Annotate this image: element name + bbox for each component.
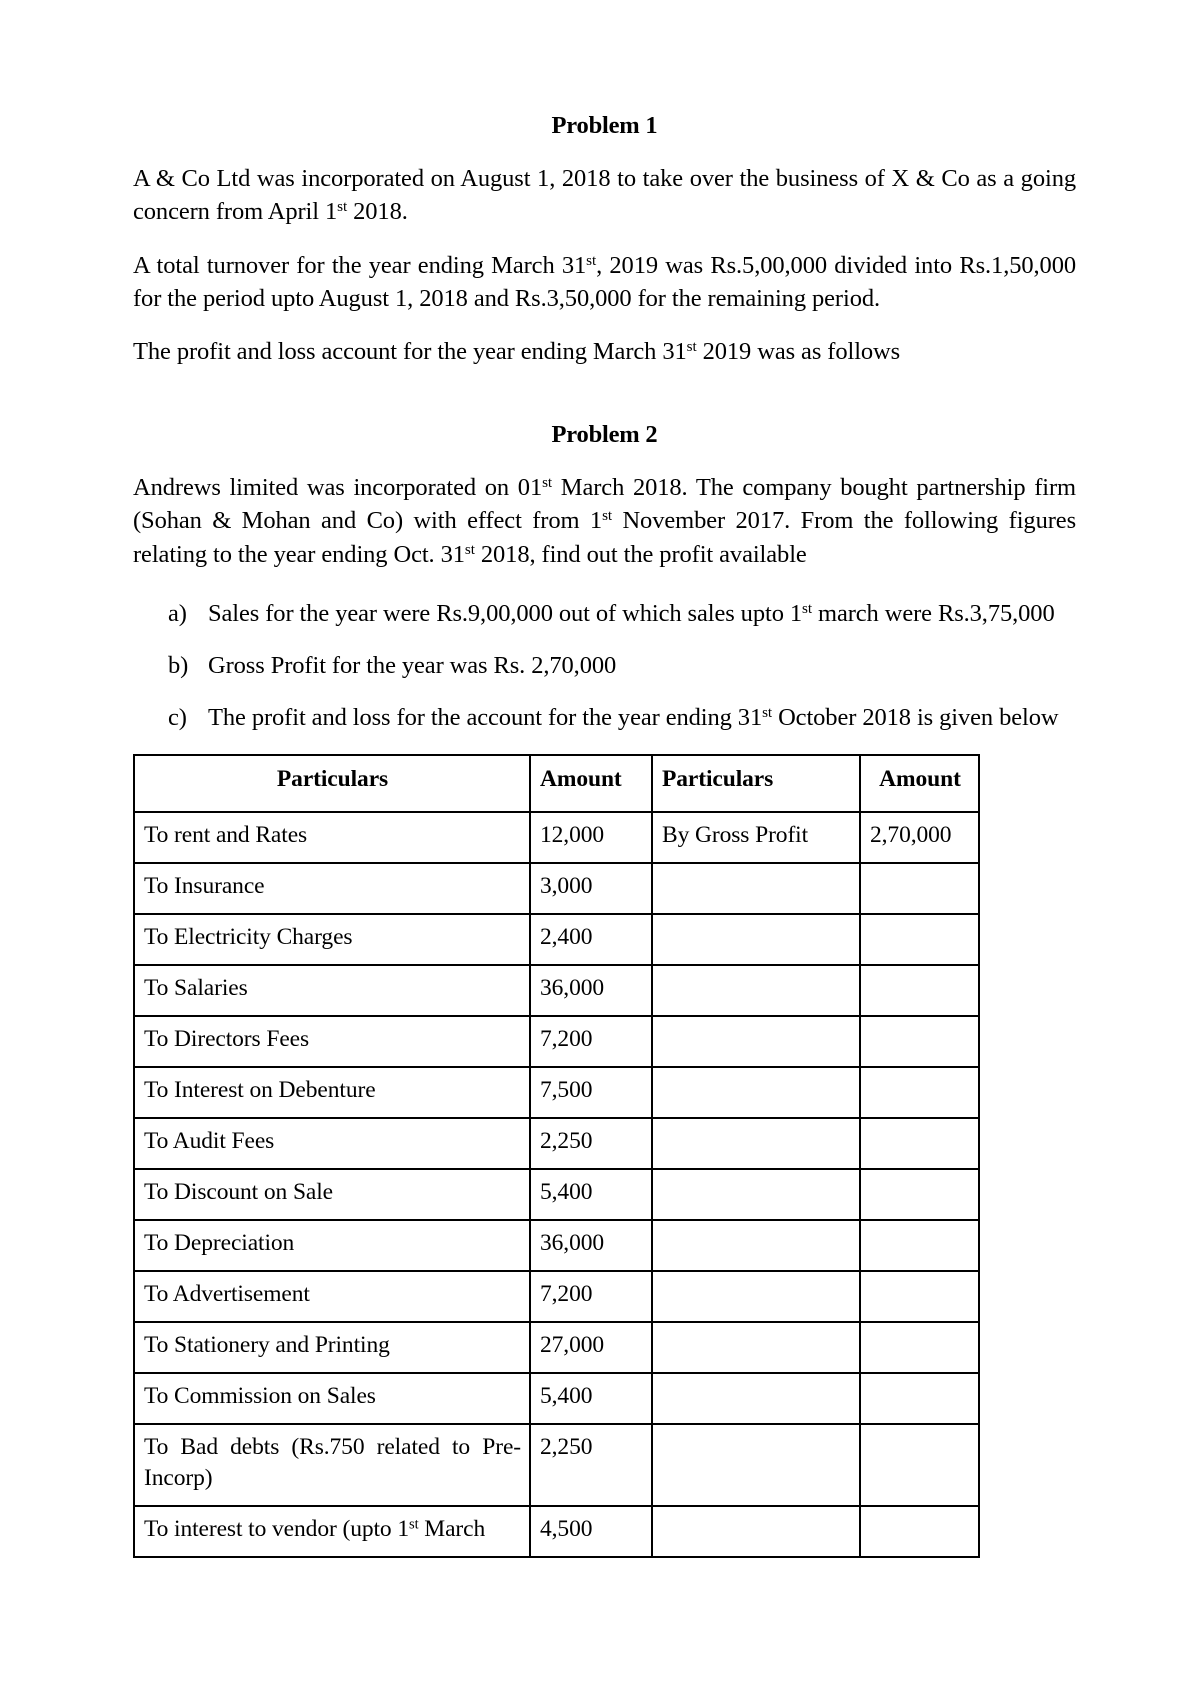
cell-particulars-debit: To Stationery and Printing bbox=[134, 1322, 530, 1373]
table-row bbox=[134, 1506, 979, 1557]
list-item-text: Gross Profit for the year was Rs. 2,70,000 bbox=[208, 652, 617, 680]
list-item-marker: c) bbox=[168, 704, 187, 732]
cell-amount-credit bbox=[860, 1424, 979, 1506]
cell-particulars-debit: To Audit Fees bbox=[134, 1118, 530, 1169]
problem-2-paragraphs bbox=[133, 471, 1076, 571]
cell-amount-debit: 7,200 bbox=[530, 1271, 652, 1322]
cell-particulars-debit: To Discount on Sale bbox=[134, 1169, 530, 1220]
cell-amount-credit bbox=[860, 1322, 979, 1373]
cell-particulars-credit: By Gross Profit bbox=[652, 812, 860, 863]
cell-particulars-credit bbox=[652, 1322, 860, 1373]
cell-particulars-credit bbox=[652, 1169, 860, 1220]
table-row bbox=[134, 1067, 979, 1118]
problem-2-section bbox=[133, 421, 1076, 1558]
cell-amount-credit bbox=[860, 1118, 979, 1169]
ordinal-suffix: st bbox=[337, 198, 348, 216]
cell-amount-credit bbox=[860, 863, 979, 914]
cell-particulars-credit bbox=[652, 914, 860, 965]
ordinal-suffix: st bbox=[602, 507, 613, 525]
cell-amount-credit bbox=[860, 1067, 979, 1118]
cell-particulars-debit: To Commission on Sales bbox=[134, 1373, 530, 1424]
cell-particulars-debit: To Salaries bbox=[134, 965, 530, 1016]
cell-amount-debit: 36,000 bbox=[530, 1220, 652, 1271]
section-spacer bbox=[133, 369, 1076, 421]
list-item-marker: a) bbox=[168, 599, 187, 627]
table-column-header: Particulars bbox=[134, 755, 530, 812]
cell-amount-debit: 4,500 bbox=[530, 1506, 652, 1557]
cell-amount-credit bbox=[860, 965, 979, 1016]
cell-particulars-debit: To interest to vendor (upto 1st March bbox=[134, 1506, 530, 1557]
cell-particulars-debit: To rent and Rates bbox=[134, 812, 530, 863]
problem-2-heading: Problem 2 bbox=[551, 420, 658, 448]
cell-particulars-debit: To Directors Fees bbox=[134, 1016, 530, 1067]
cell-amount-debit: 12,000 bbox=[530, 812, 652, 863]
cell-amount-credit bbox=[860, 1169, 979, 1220]
list-item bbox=[133, 597, 1076, 630]
cell-amount-debit: 7,200 bbox=[530, 1016, 652, 1067]
table-row bbox=[134, 1169, 979, 1220]
cell-particulars-debit: To Depreciation bbox=[134, 1220, 530, 1271]
ordinal-suffix: st bbox=[409, 1516, 419, 1533]
cell-amount-debit: 27,000 bbox=[530, 1322, 652, 1373]
problem-1-heading: Problem 1 bbox=[551, 112, 658, 139]
paragraph: A & Co Ltd was incorporated on August 1, 2018 to take over the business of X & Co as a going concern from April 1st 2018. bbox=[133, 165, 1076, 226]
cell-amount-debit: 2,250 bbox=[530, 1424, 652, 1506]
cell-amount-debit: 2,400 bbox=[530, 914, 652, 965]
cell-amount-debit: 3,000 bbox=[530, 863, 652, 914]
table-row bbox=[134, 1424, 979, 1506]
paragraph: A total turnover for the year ending March 31st, 2019 was Rs.5,00,000 divided into Rs.1,50,000 for the period upto August 1, 2018 and Rs.3,50,000 for the remaining period. bbox=[133, 251, 1076, 313]
cell-amount-debit: 5,400 bbox=[530, 1169, 652, 1220]
cell-particulars-credit bbox=[652, 1016, 860, 1067]
cell-amount-credit bbox=[860, 1271, 979, 1322]
problem-1-paragraphs bbox=[133, 162, 1076, 369]
ordinal-suffix: st bbox=[542, 474, 553, 492]
table-row bbox=[134, 914, 979, 965]
cell-amount-credit bbox=[860, 914, 979, 965]
cell-particulars-credit bbox=[652, 1424, 860, 1506]
table-row bbox=[134, 1016, 979, 1067]
cell-particulars-credit bbox=[652, 1118, 860, 1169]
paragraph: The profit and loss account for the year ending March 31st 2019 was as follows bbox=[133, 338, 901, 366]
cell-particulars-debit: To Interest on Debenture bbox=[134, 1067, 530, 1118]
ordinal-suffix: st bbox=[586, 251, 597, 269]
table-column-header: Amount bbox=[860, 755, 979, 812]
ordinal-suffix: st bbox=[686, 338, 697, 356]
table-column-header: Particulars bbox=[652, 755, 860, 812]
table-header bbox=[134, 755, 979, 812]
cell-particulars-debit: To Bad debts (Rs.750 related to Pre-Incorp) bbox=[134, 1424, 530, 1506]
cell-particulars-credit bbox=[652, 965, 860, 1016]
list-item bbox=[133, 701, 1076, 734]
cell-particulars-debit: To Insurance bbox=[134, 863, 530, 914]
list-item-text: Sales for the year were Rs.9,00,000 out of which sales upto 1st march were Rs.3,75,000 bbox=[208, 599, 1055, 627]
list-item-text: The profit and loss for the account for the year ending 31st October 2018 is given below bbox=[208, 704, 1059, 732]
cell-particulars-credit bbox=[652, 1220, 860, 1271]
table-row bbox=[134, 1322, 979, 1373]
table-row bbox=[134, 1220, 979, 1271]
cell-particulars-debit: To Electricity Charges bbox=[134, 914, 530, 965]
table-column-header: Amount bbox=[530, 755, 652, 812]
cell-amount-debit: 2,250 bbox=[530, 1118, 652, 1169]
table-header-row bbox=[134, 755, 979, 812]
cell-amount-debit: 7,500 bbox=[530, 1067, 652, 1118]
cell-amount-credit bbox=[860, 1016, 979, 1067]
cell-particulars-debit: To Advertisement bbox=[134, 1271, 530, 1322]
profit-and-loss-table bbox=[133, 754, 980, 1558]
cell-amount-credit bbox=[860, 1220, 979, 1271]
ordinal-suffix: st bbox=[464, 540, 475, 558]
cell-amount-debit: 5,400 bbox=[530, 1373, 652, 1424]
cell-amount-credit bbox=[860, 1373, 979, 1424]
table-row bbox=[134, 812, 979, 863]
table-row bbox=[134, 863, 979, 914]
problem-2-list bbox=[133, 597, 1076, 735]
cell-particulars-credit bbox=[652, 1506, 860, 1557]
table-row bbox=[134, 1271, 979, 1322]
table-row bbox=[134, 1373, 979, 1424]
cell-particulars-credit bbox=[652, 863, 860, 914]
table-body bbox=[134, 812, 979, 1557]
table-row bbox=[134, 965, 979, 1016]
cell-amount-debit: 36,000 bbox=[530, 965, 652, 1016]
ordinal-suffix: st bbox=[802, 599, 812, 617]
cell-particulars-credit bbox=[652, 1373, 860, 1424]
list-item-marker: b) bbox=[168, 652, 189, 680]
list-item bbox=[133, 649, 1076, 682]
cell-amount-credit: 2,70,000 bbox=[860, 812, 979, 863]
table-row bbox=[134, 1118, 979, 1169]
problem-1-section bbox=[133, 112, 1076, 369]
ordinal-suffix: st bbox=[762, 704, 773, 722]
cell-particulars-credit bbox=[652, 1067, 860, 1118]
cell-particulars-credit bbox=[652, 1271, 860, 1322]
cell-amount-credit bbox=[860, 1506, 979, 1557]
paragraph: Andrews limited was incorporated on 01st March 2018. The company bought partnership firm (Sohan & Mohan and Co) with effect from 1st November 2017. From the following figures relating to the year ending Oct. 31st 2018, find out the profit available bbox=[133, 473, 1077, 568]
